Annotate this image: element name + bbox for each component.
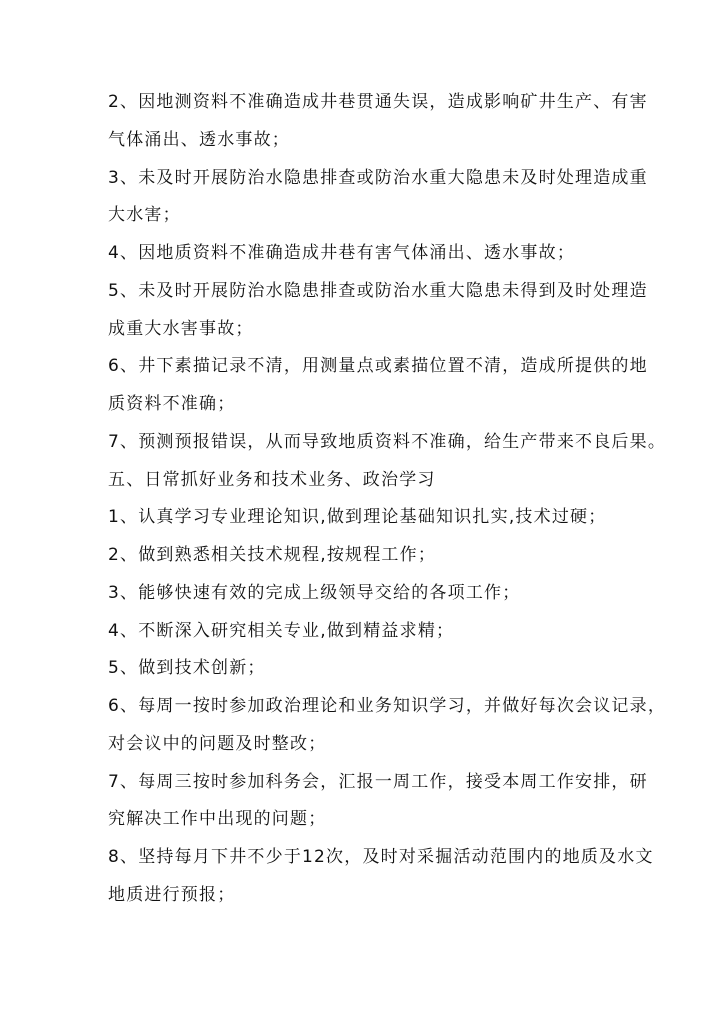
text-line: 质资料不准确； (108, 394, 236, 414)
text-line: 4、因地质资料不准确造成井巷有害气体涌出、透水事故； (108, 243, 576, 263)
text-line: 5、未及时开展防治水隐患排查或防治水重大隐患未得到及时处理造 (108, 280, 648, 301)
text-line: 6、每周一按时参加政治理论和业务知识学习，并做好每次会议记录， (108, 696, 667, 716)
text-line: 6、井下素描记录不清，用测量点或素描位置不清，造成所提供的地 (108, 356, 648, 377)
text-line: 地质进行预报； (108, 884, 236, 905)
text-line: 3、能够快速有效的完成上级领导交给的各项工作； (108, 582, 521, 603)
text-line: 究解决工作中出现的问题； (108, 809, 327, 830)
section-heading: 五、日常抓好业务和技术业务、政治学习 (108, 469, 436, 490)
text-line: 3、未及时开展防治水隐患排查或防治水重大隐患未及时处理造成重 (108, 167, 648, 188)
text-line: 5、做到技术创新； (108, 658, 266, 679)
text-line: 7、预测预报错误，从而导致地质资料不准确，给生产带来不良后果。 (108, 431, 667, 452)
text-line: 4、不断深入研究相关专业,做到精益求精； (108, 620, 455, 641)
text-line: 气体涌出、透水事故； (108, 129, 290, 150)
text-line: 2、做到熟悉相关技术规程,按规程工作； (108, 545, 437, 565)
text-line: 对会议中的问题及时整改； (108, 733, 327, 754)
text-line: 8、坚持每月下井不少于12次，及时对采掘活动范围内的地质及水文 (108, 847, 654, 867)
text-line: 2、因地测资料不准确造成井巷贯通失误，造成影响矿井生产、有害 (108, 92, 648, 112)
text-line: 7、每周三按时参加科务会，汇报一周工作，接受本周工作安排，研 (108, 771, 648, 792)
text-line: 1、认真学习专业理论知识,做到理论基础知识扎实,技术过硬； (108, 507, 607, 528)
text-line: 成重大水害事故； (108, 318, 254, 339)
text-line: 大水害； (108, 205, 181, 226)
document-body (108, 92, 667, 923)
